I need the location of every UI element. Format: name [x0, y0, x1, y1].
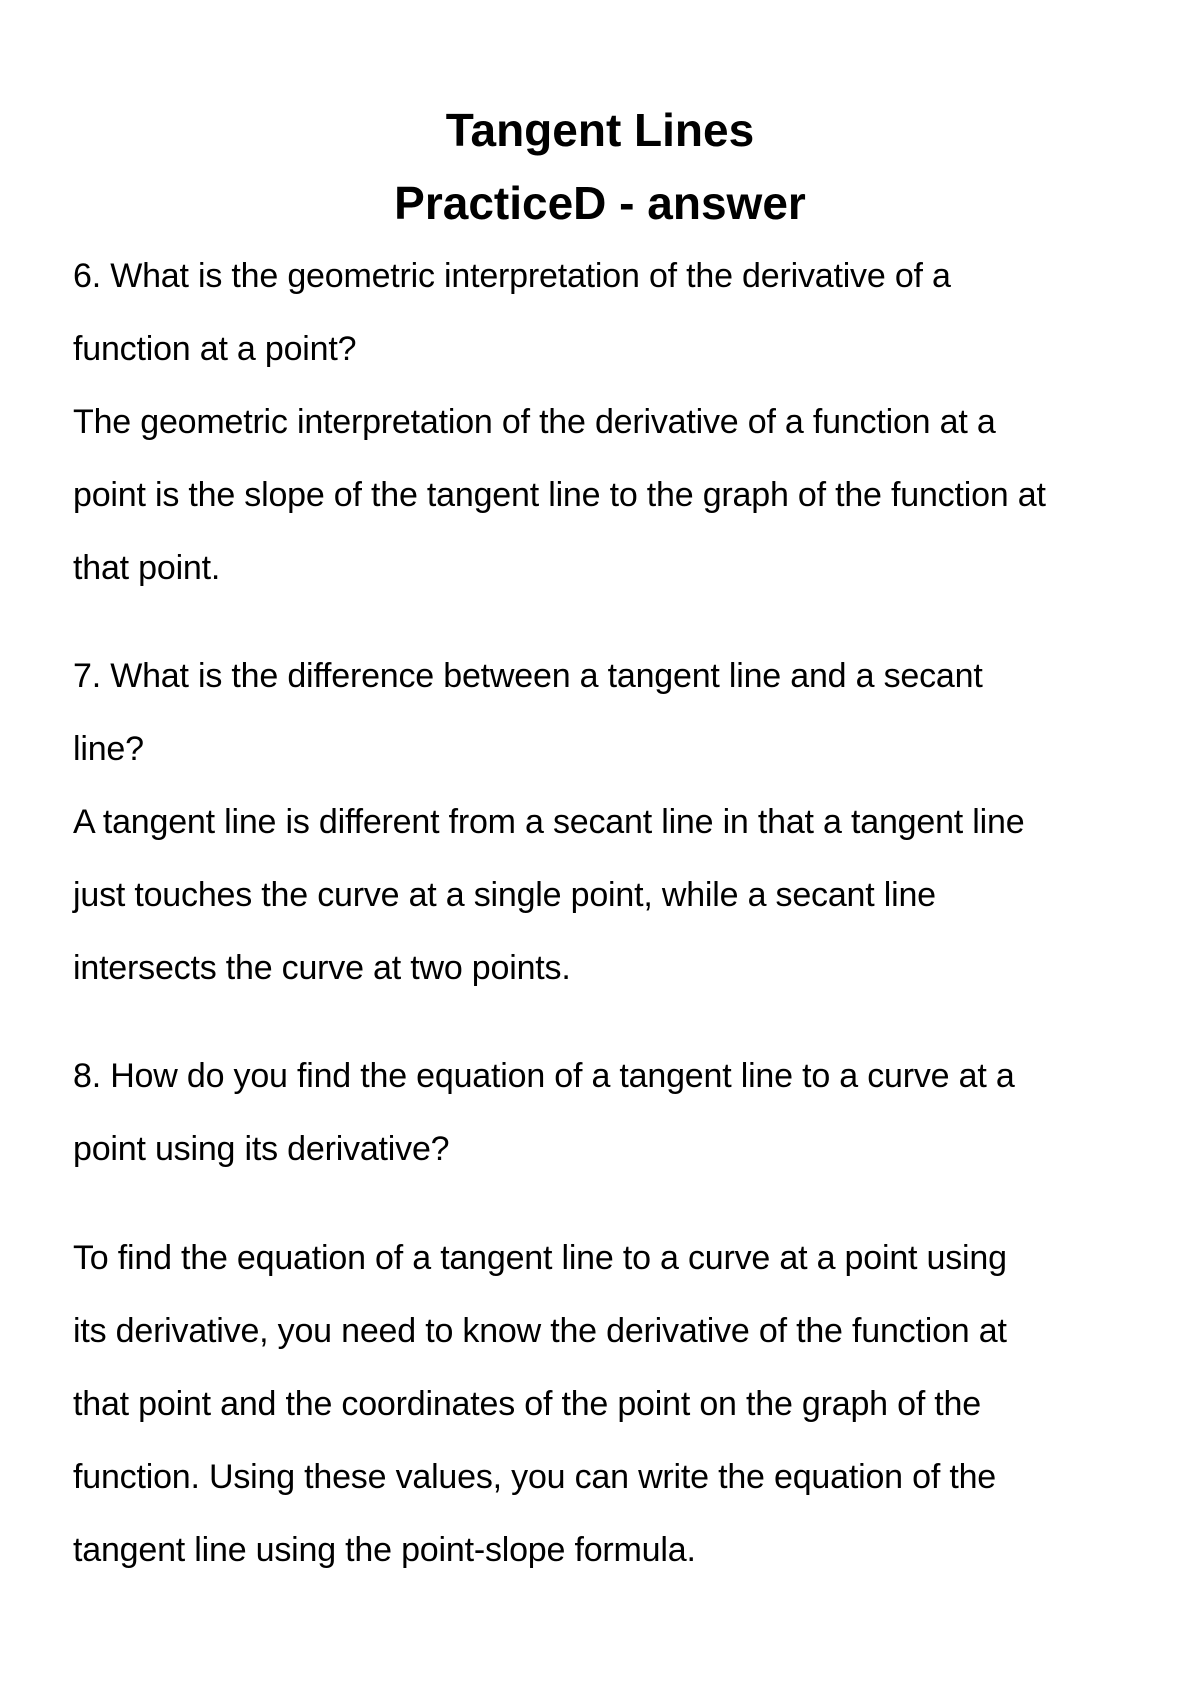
question-7: [73, 640, 1153, 786]
answer-line: that point and the coordinates of the point on the graph of the: [73, 1385, 981, 1423]
question-line: 8. How do you find the equation of a tangent line to a curve at a: [73, 1057, 1015, 1095]
answer-line: function. Using these values, you can write the equation of the: [73, 1458, 996, 1496]
question-line: 7. What is the difference between a tangent line and a secant: [73, 657, 983, 695]
answer-line: A tangent line is different from a secant line in that a tangent line: [73, 803, 1025, 841]
question-line: 6. What is the geometric interpretation of the derivative of a: [73, 257, 951, 295]
question-line: function at a point?: [73, 330, 357, 368]
answer-line: that point.: [73, 549, 221, 587]
answer-6: [73, 386, 1153, 605]
answer-line: just touches the curve at a single point, while a secant line: [73, 876, 936, 914]
answer-line: intersects the curve at two points.: [73, 949, 571, 987]
document-title: Tangent Lines: [445, 104, 755, 156]
document-subtitle: PracticeD - answer: [394, 177, 806, 229]
question-line: point using its derivative?: [73, 1130, 450, 1168]
question-line: line?: [73, 730, 144, 768]
answer-line: The geometric interpretation of the derivative of a function at a: [73, 403, 996, 441]
question-6: [73, 240, 1153, 386]
answer-8: [73, 1222, 1153, 1587]
answer-line: tangent line using the point-slope formula.: [73, 1531, 696, 1569]
answer-7: [73, 786, 1153, 1005]
answer-line: point is the slope of the tangent line to the graph of the function at: [73, 476, 1046, 514]
answer-line: To find the equation of a tangent line to a curve at a point using: [73, 1239, 1007, 1277]
question-8: [73, 1040, 1153, 1186]
answer-line: its derivative, you need to know the derivative of the function at: [73, 1312, 1007, 1350]
